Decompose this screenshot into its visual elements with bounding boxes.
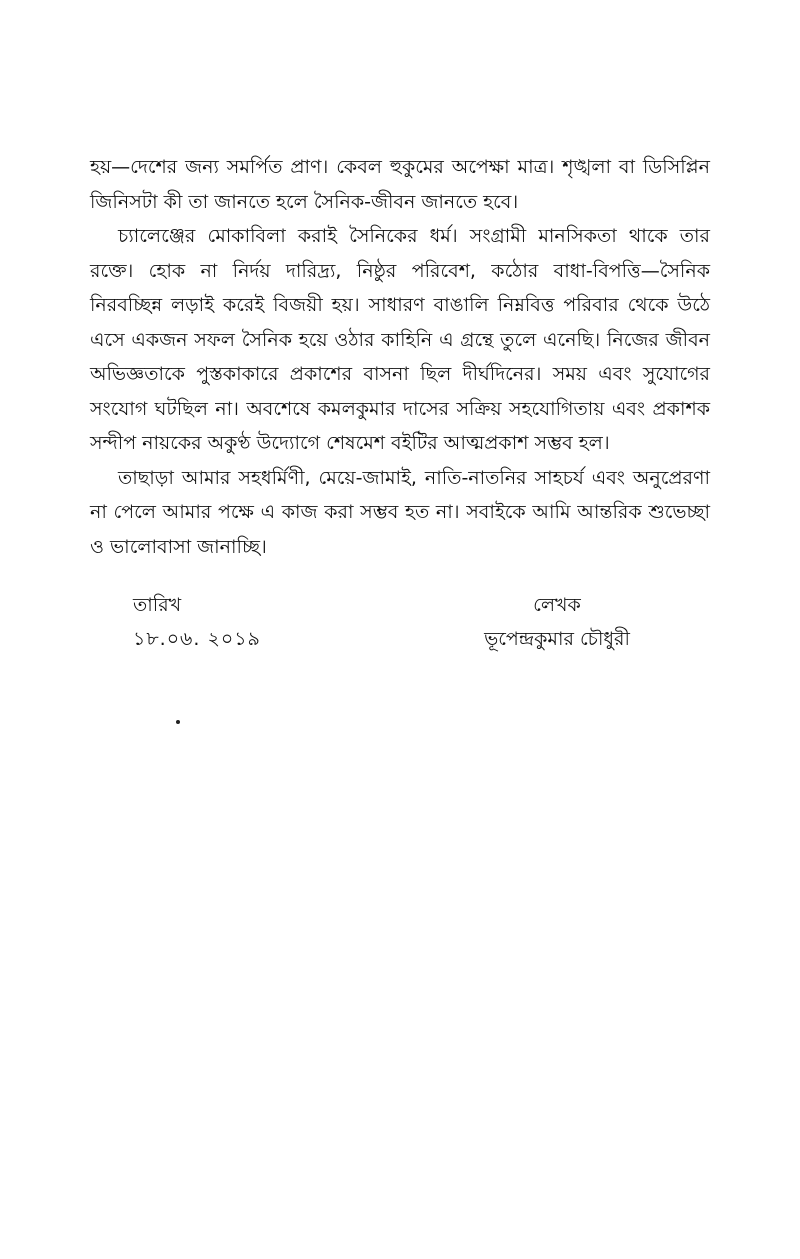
preface-body (90, 150, 710, 564)
author-label: লেখক (533, 594, 581, 616)
signoff-section (0, 588, 800, 658)
author-block (482, 588, 632, 656)
paragraph-continuation: হয়—দেশের জন্য সমর্পিত প্রাণ। কেবল হুকুমের অপেক্ষা মাত্র। শৃঙ্খলা বা ডিসিপ্লিন জিনিসটা কী তা জানতে হলে সৈনিক-জীবন জানতে হবে। (90, 156, 710, 213)
ink-speck (176, 720, 180, 724)
date-label: তারিখ (133, 594, 182, 616)
paragraph-challenge: চ্যালেঞ্জের মোকাবিলা করাই সৈনিকের ধর্ম। সংগ্রামী মানসিকতা থাকে তার রক্তে। হোক না নির্দয় দারিদ্র্য, নিষ্ঠুর পরিবেশ, কঠোর বাধা-বিপত্তি—সৈনিক নিরবচ্ছিন্ন লড়াই করেই বিজয়ী হয়। সাধারণ বাঙালি নিম্নবিত্ত পরিবার থেকে উঠে এসে একজন সফল সৈনিক হয়ে ওঠার কাহিনি এ গ্রন্থে তুলে এনেছি। নিজের জীবন অভিজ্ঞতাকে পুস্তকাকারে প্রকাশের বাসনা ছিল দীর্ঘদিনের। সময় এবং সুযোগের সংযোগ ঘটছিল না। অবশেষে কমলকুমার দাসের সক্রিয় সহযোগিতায় এবং প্রকাশক সন্দীপ নায়কের অকুণ্ঠ উদ্যোগে শেষমেশ বইটির আত্মপ্রকাশ সম্ভব হল। (90, 225, 710, 454)
date-block (133, 588, 261, 656)
date-value: ১৮.০৬. ২০১৯ (133, 628, 261, 650)
author-name: ভূপেন্দ্রকুমার চৌধুরী (484, 628, 630, 650)
paragraph-acknowledgement: তাছাড়া আমার সহধর্মিণী, মেয়ে-জামাই, নাতি-নাতনির সাহচর্য এবং অনুপ্রেরণা না পেলে আমার পক্ষে এ কাজ করা সম্ভব হত না। সবাইকে আমি আন্তরিক শুভেচ্ছা ও ভালোবাসা জানাচ্ছি। (90, 466, 710, 558)
